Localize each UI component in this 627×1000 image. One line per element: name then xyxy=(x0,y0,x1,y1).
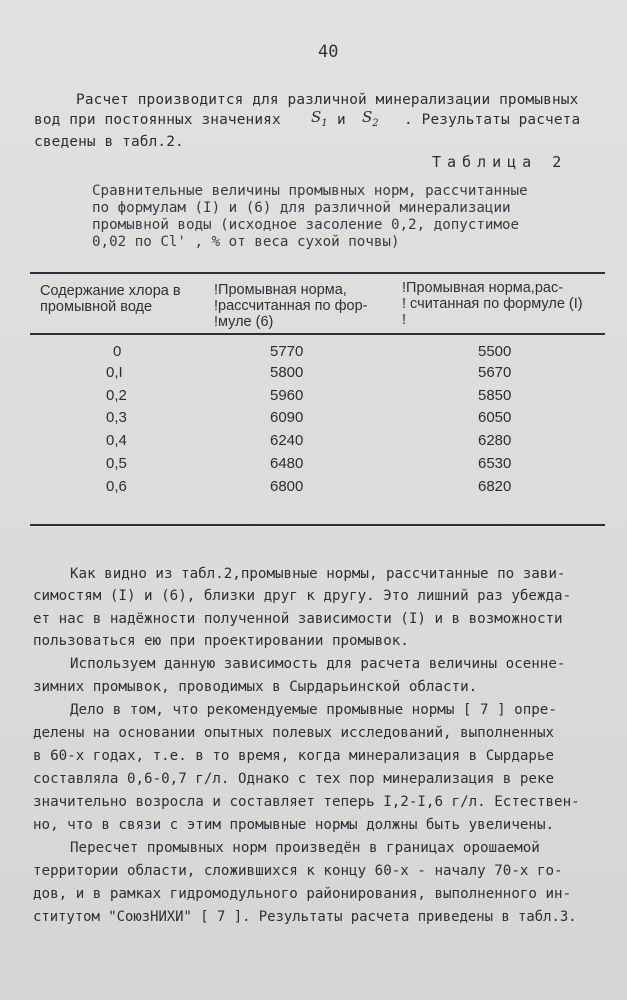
cell-norm6: 6090 xyxy=(270,409,304,426)
intro-line-2-start: вод при постоянных значениях xyxy=(34,112,281,128)
symbol-s2: $S_2$ xyxy=(362,108,379,129)
paragraph-4-line-2: территории области, сложившихся к концу 60-х - началу 70-х го- xyxy=(33,863,563,879)
header-col-norm1-line-3: ! xyxy=(402,312,407,328)
paragraph-1-line-2: симостям (I) и (6), близки друг к другу. Это лишний раз убежда- xyxy=(33,588,572,604)
paragraph-3-line-6: но, что в связи с этим промывные нормы должны быть увеличены. xyxy=(33,817,555,833)
cell-norm1: 6530 xyxy=(478,455,512,472)
cell-norm1: 5850 xyxy=(478,387,512,404)
paragraph-3-line-3: в 60-х годах, т.е. в то время, когда минерализация в Сырдарье xyxy=(33,748,555,764)
paragraph-3-line-2: делены на основании опытных полевых исследований, выполненных xyxy=(33,725,555,741)
cell-norm6: 6240 xyxy=(270,432,304,449)
table-header-rule xyxy=(30,333,605,335)
cell-norm6: 5770 xyxy=(270,343,304,360)
table-top-rule xyxy=(30,272,605,274)
paragraph-4-line-1: Пересчет промывных норм произведён в границах орошаемой xyxy=(70,840,540,856)
table-caption-line-2: по формулам (I) и (6) для различной минерализации xyxy=(92,200,511,216)
cell-chlorine: 0,I xyxy=(106,364,123,381)
intro-and: и xyxy=(337,112,346,128)
header-col-norm1-line-1: !Промывная норма,рас- xyxy=(402,280,564,296)
cell-norm6: 6800 xyxy=(270,478,304,495)
cell-norm1: 5500 xyxy=(478,343,512,360)
cell-norm1: 6280 xyxy=(478,432,512,449)
intro-line-1: Расчет производится для различной минерализации промывных xyxy=(76,92,579,108)
cell-norm1: 6820 xyxy=(478,478,512,495)
page-number: 40 xyxy=(318,42,339,62)
paragraph-3-line-1: Дело в том, что рекомендуемые промывные нормы [ 7 ] опре- xyxy=(70,702,557,718)
cell-norm1: 5670 xyxy=(478,364,512,381)
cell-norm6: 6480 xyxy=(270,455,304,472)
cell-chlorine: 0,4 xyxy=(106,432,127,449)
paragraph-2-line-2: зимних промывок, проводимых в Сырдарьинской области. xyxy=(33,679,478,695)
cell-chlorine: 0,3 xyxy=(106,409,127,426)
table-caption-line-4: 0,02 по Cl' , % от веса сухой почвы) xyxy=(92,234,400,250)
cell-norm6: 5800 xyxy=(270,364,304,381)
paragraph-3-line-5: значительно возросла и составляет теперь I,2-I,6 г/л. Естествен- xyxy=(33,794,580,810)
paragraph-3-line-4: составляла 0,6-0,7 г/л. Однако с тех пор минерализация в реке xyxy=(33,771,555,787)
table-bottom-rule xyxy=(30,524,605,526)
paragraph-2-line-1: Используем данную зависимость для расчета величины осенне- xyxy=(70,656,566,672)
paragraph-1-line-1: Как видно из табл.2,промывные нормы, рассчитанные по зави- xyxy=(70,566,566,582)
header-col-norm6-line-1: !Промывная норма, xyxy=(214,282,347,298)
cell-norm1: 6050 xyxy=(478,409,512,426)
paragraph-4-line-3: дов, и в рамках гидромодульного районирования, выполненного ин- xyxy=(33,886,572,902)
paragraph-1-line-3: ет нас в надёжности полученной зависимости (I) и в возможности xyxy=(33,611,563,627)
cell-norm6: 5960 xyxy=(270,387,304,404)
symbol-s1: $S_1$ xyxy=(311,108,328,129)
cell-chlorine: 0,5 xyxy=(106,455,127,472)
paragraph-4-line-4: ститутом "СоюзНИХИ" [ 7 ]. Результаты расчета приведены в табл.3. xyxy=(33,909,577,925)
header-col-norm6-line-3: !муле (6) xyxy=(214,314,274,330)
intro-line-2-end: . Результаты расчета xyxy=(404,112,581,128)
table-label: Таблица 2 xyxy=(432,153,568,171)
header-col-norm6-line-2: !рассчитанная по фор- xyxy=(214,298,368,314)
header-col-chlorine-line-1: Содержание хлора в xyxy=(40,283,181,299)
cell-chlorine: 0 xyxy=(113,343,122,360)
table-caption-line-1: Сравнительные величины промывных норм, рассчитанные xyxy=(92,183,528,199)
header-col-chlorine-line-2: промывной воде xyxy=(40,299,153,315)
header-col-norm1-line-2: ! считанная по формуле (I) xyxy=(402,296,583,312)
paragraph-1-line-4: пользоваться ею при проектировании промывок. xyxy=(33,633,409,649)
cell-chlorine: 0,6 xyxy=(106,478,127,495)
cell-chlorine: 0,2 xyxy=(106,387,127,404)
table-caption-line-3: промывной воды (исходное засоление 0,2, допустимое xyxy=(92,217,520,233)
intro-line-3: сведены в табл.2. xyxy=(34,134,184,150)
